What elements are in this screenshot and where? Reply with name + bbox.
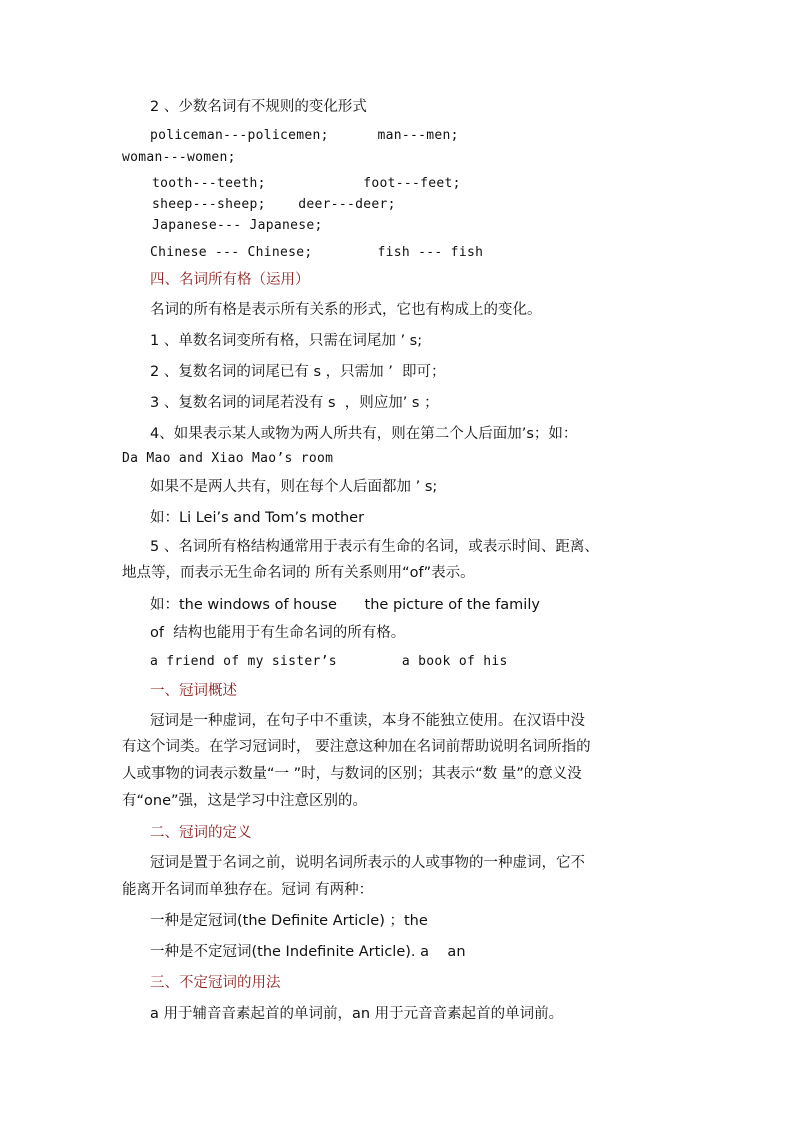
text-line: 地点等，而表示无生命名词的 所有关系则用“of”表示。 xyxy=(122,565,475,581)
text-line: 1 、单数名词变所有格，只需在词尾加 ’ s; xyxy=(150,333,423,349)
text-line: tooth---teeth; foot---feet; xyxy=(152,176,461,191)
text-line: 名词的所有格是表示所有关系的形式，它也有构成上的变化。 xyxy=(150,302,542,318)
section-heading: 三、不定冠词的用法 xyxy=(150,975,281,991)
text-line: 如：Li Lei’s and Tom’s mother xyxy=(150,510,365,526)
text-line: 一种是不定冠词(the Indefinite Article). a an xyxy=(150,944,466,960)
section-heading: 二、冠词的定义 xyxy=(150,825,252,841)
text-line: 如：the windows of house the picture of the family xyxy=(150,597,540,613)
text-line: Da Mao and Xiao Mao’s room xyxy=(122,451,334,466)
text-line: a 用于辅音音素起首的单词前，an 用于元音音素起首的单词前。 xyxy=(150,1006,564,1022)
text-line: 5 、名词所有格结构通常用于表示有生命的名词，或表示时间、距离、 xyxy=(150,539,599,555)
text-line: woman---women; xyxy=(122,150,236,165)
text-line: 人或事物的词表示数量“一 ”时，与数词的区别；其表示“数 量”的意义没 xyxy=(122,766,582,782)
text-line: Japanese--- Japanese; xyxy=(152,218,323,233)
text-line: 有“one”强，这是学习中注意区别的。 xyxy=(122,793,368,809)
text-line: 冠词是一种虚词，在句子中不重读，本身不能独立使用。在汉语中没 xyxy=(150,713,585,729)
text-line: 2 、少数名词有不规则的变化形式 xyxy=(150,99,367,115)
text-line: 3 、复数名词的词尾若没有 s ，则应加’ s ； xyxy=(150,395,439,411)
text-line: 能离开名词而单独存在。冠词 有两种： xyxy=(122,882,374,898)
text-line: 如果不是两人共有，则在每个人后面都加 ’ s; xyxy=(150,479,438,495)
section-heading: 一、冠词概述 xyxy=(150,683,237,699)
text-line: 2 、复数名词的词尾已有 s ，只需加 ’ 即可； xyxy=(150,364,446,380)
text-line: 一种是定冠词(the Definite Article) ；the xyxy=(150,913,428,929)
text-line: of 结构也能用于有生命名词的所有格。 xyxy=(150,625,406,641)
text-line: 有这个词类。在学习冠词时， 要注意这种加在名词前帮助说明名词所指的 xyxy=(122,739,591,755)
text-line: a friend of my sister’s a book of his xyxy=(150,654,508,669)
text-line: Chinese --- Chinese; fish --- fish xyxy=(150,245,484,260)
text-line: sheep---sheep; deer---deer; xyxy=(152,197,396,212)
text-line: 冠词是置于名词之前，说明名词所表示的人或事物的一种虚词，它不 xyxy=(150,855,585,871)
text-line: policeman---policemen; man---men; xyxy=(150,128,459,143)
text-line: 4、如果表示某人或物为两人所共有，则在第二个人后面加’s；如： xyxy=(150,426,578,442)
section-heading: 四、名词所有格（运用） xyxy=(150,272,310,288)
